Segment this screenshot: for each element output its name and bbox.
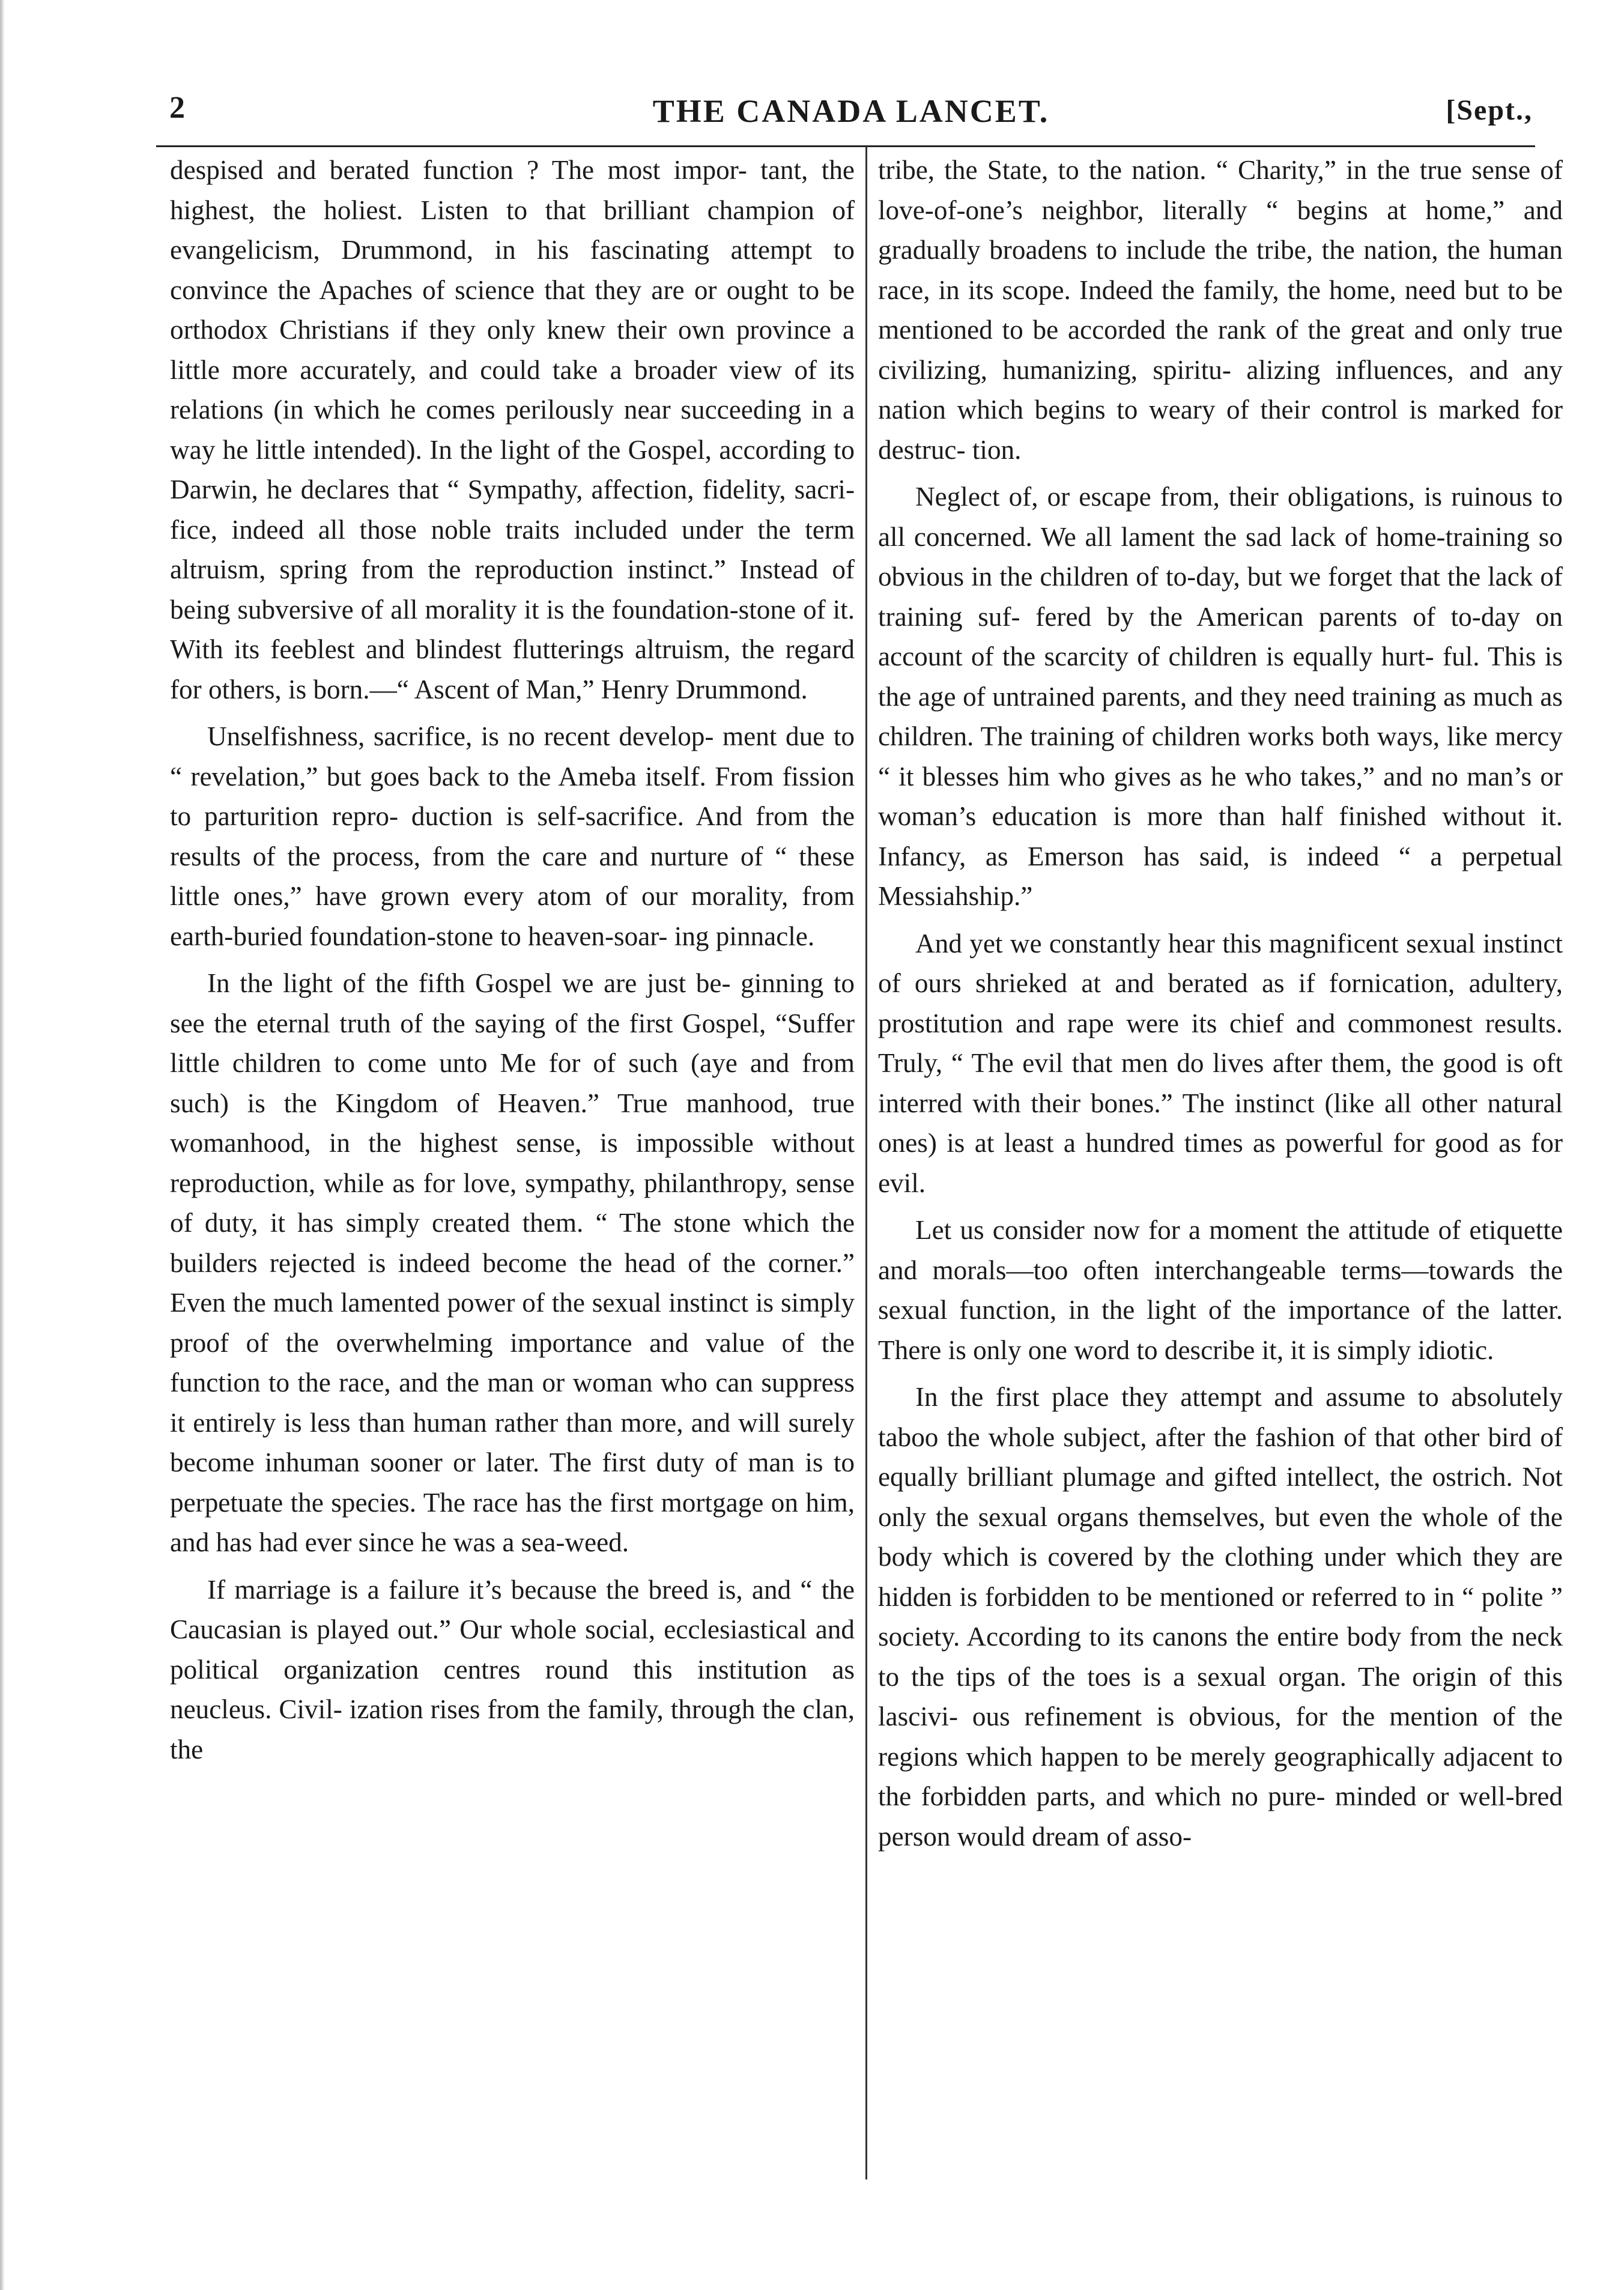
paragraph: Neglect of, or escape from, their obligations, is ruinous to all concerned. We all lament the sad lack of home-training so obvious in the children of to-day, but we forget that the lack of training suf- fered by the American parents of to-day on account of the scarcity of children is equally hurt- ful. This is the age of untrained parents, and they need training as much as children. The training of children works both ways, like mercy “ it blesses him who gives as he who takes,” and no man’s or woman’s education is more than half finished without it. Infancy, as Emerson has said, is indeed “ a perpetual Messiahship.”	[878, 482, 1563, 911]
paragraph: If marriage is a failure it’s because the breed is, and “ the Caucasian is played out.” Our whole social, ecclesiastical and political organization centres round this institution as neucleus. Civil- ization rises from the family, through the clan, the	[170, 1574, 855, 1764]
left-column	[170, 150, 855, 1769]
paragraph: tribe, the State, to the nation. “ Charity,” in the true sense of love-of-one’s neighbor, literally “ begins at home,” and gradually broadens to include the tribe, the nation, the human race, in its scope. Indeed the family, the home, need but to be mentioned to be accorded the rank of the great and only true civilizing, humanizing, spiritu- alizing influences, and any nation which begins to weary of their control is marked for destruc- tion.	[878, 155, 1563, 465]
paragraph: despised and berated function ? The most impor- tant, the highest, the holiest. Listen to that brilliant champion of evangelicism, Drummond, in his fascinating attempt to convince the Apaches of science that they are or ought to be orthodox Christians if they only knew their own province a little more accurately, and could take a broader view of its relations (in which he comes perilously near succeeding in a way he little intended). In the light of the Gospel, according to Darwin, he declares that “ Sympathy, affection, fidelity, sacri- fice, indeed all those noble traits included under the term altruism, spring from the reproduction instinct.” Instead of being subversive of all morality it is the foundation-stone of it. With its feeblest and blindest flutterings altruism, the regard for others, is born.—“ Ascent of Man,” Henry Drummond.	[170, 155, 855, 704]
column-divider	[865, 147, 867, 2179]
paragraph: In the light of the fifth Gospel we are just be- ginning to see the eternal truth of the saying of the first Gospel, “Suffer little children to come unto Me for of such (aye and from such) is the Kingdom of Heaven.” True manhood, true womanhood, in the highest sense, is impossible without reproduction, while as for love, sympathy, philanthropy, sense of duty, it has simply created them. “ The stone which the builders rejected is indeed become the head of the corner.” Even the much lamented power of the sexual instinct is simply proof of the overwhelming importance and value of the function to the race, and the man or woman who can suppress it entirely is less than human rather than more, and will surely become inhuman sooner or later. The first duty of man is to perpetuate the species. The race has the first mortgage on him, and has had ever since he was a sea-weed.	[170, 968, 855, 1557]
paragraph: And yet we constantly hear this magnificent sexual instinct of ours shrieked at and berated as if fornication, adultery, prostitution and rape were its chief and commonest results. Truly, “ The evil that men do lives after them, the good is oft interred with their bones.” The instinct (like all other natural ones) is at least a hundred times as powerful for good as for evil.	[878, 928, 1563, 1198]
page-edge-shadow	[0, 0, 5, 2290]
issue-month: [Sept.,	[1446, 94, 1533, 126]
paragraph: In the first place they attempt and assume to absolutely taboo the whole subject, after the fashion of that other bird of equally brilliant plumage and gifted intellect, the ostrich. Not only the sexual organs themselves, but even the whole of the body which is covered by the clothing under which they are hidden is forbidden to be mentioned or referred to in “ polite ” society. According to its canons the entire body from the neck to the tips of the toes is a sexual organ. The origin of this lascivi- ous refinement is obvious, for the mention of the regions which happen to be merely geographically adjacent to the forbidden parts, and which no pure- minded or well-bred person would dream of asso-	[878, 1382, 1563, 1852]
paragraph: Unselfishness, sacrifice, is no recent develop- ment due to “ revelation,” but goes back to the Ameba itself. From fission to parturition repro- duction is self-sacrifice. And from the results of the process, from the care and nurture of “ these little ones,” have grown every atom of our morality, from earth-buried foundation-stone to heaven-soar- ing pinnacle.	[170, 721, 855, 951]
running-header	[169, 90, 1533, 133]
paragraph: Let us consider now for a moment the attitude of etiquette and morals—too often interchangeable terms—towards the sexual function, in the light of the importance of the latter. There is only one word to describe it, it is simply idiotic.	[878, 1215, 1563, 1365]
page-number: 2	[169, 91, 185, 125]
header-rule	[156, 145, 1535, 147]
right-column	[878, 150, 1563, 1856]
journal-title: THE CANADA LANCET.	[652, 93, 1050, 129]
